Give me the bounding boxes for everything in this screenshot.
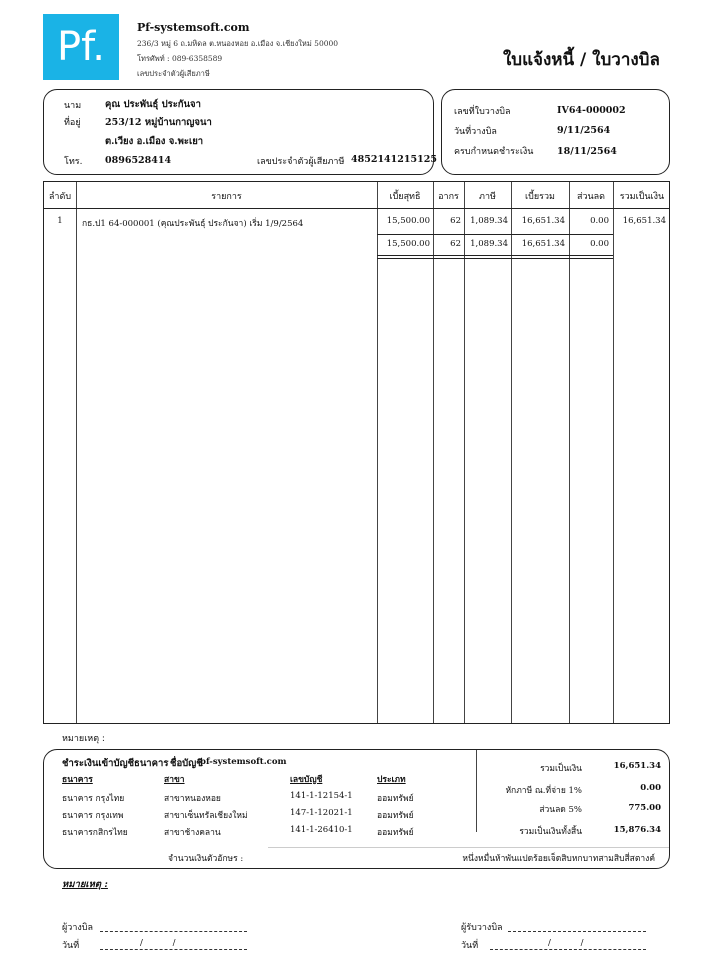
amount-text-label: จำนวนเงินตัวอักษร : <box>168 854 244 864</box>
subtotal-gross: 16,651.34 <box>521 239 565 249</box>
bank-name: ธนาคารกสิกรไทย <box>62 828 128 838</box>
receiver-date-label: วันที่ <box>461 941 479 951</box>
subtotal-vat: 1,089.34 <box>470 239 508 249</box>
bank-branch: สาขาเซ็นทรัลเชียงใหม่ <box>164 811 248 821</box>
bank-type: ออมทรัพย์ <box>377 828 414 838</box>
bank-account: 141-1-12154-1 <box>290 791 353 801</box>
row-discount: 0.00 <box>590 216 609 226</box>
bank-name: ธนาคาร กรุงเทพ <box>62 811 124 821</box>
customer-tax-id: 4852141215125 <box>351 154 437 165</box>
biller-label: ผู้วางบิล <box>62 923 94 933</box>
customer-name: คุณ ประพันธ์ุ ประกันจา <box>105 99 201 110</box>
row-total: 16,651.34 <box>622 216 666 226</box>
customer-phone: 0896528414 <box>105 155 172 166</box>
col-header-net: เบี้ยสุทธิ <box>389 192 421 202</box>
summary-wht: 0.00 <box>640 783 661 793</box>
biller-signature-line <box>100 931 247 932</box>
row-desc-date: 1/9/2564 <box>265 219 304 229</box>
payment-box <box>43 749 670 869</box>
row-desc-main: กธ.ป1 64-000001 (คุณประพันธ์ุ ประกันจา) เริ่ม <box>82 219 263 229</box>
row-stamp: 62 <box>450 216 461 226</box>
col-header-no: ลำดับ <box>48 192 72 202</box>
subtotal-stamp: 62 <box>450 239 461 249</box>
amount-text: หนึ่งหมื่นห้าพันแปดร้อยเจ็ดสิบหกบาทสามสิบสี่สตางค์ <box>462 854 655 864</box>
summary-discount: 775.00 <box>628 803 661 813</box>
customer-tax-label: เลขประจำตัวผู้เสียภาษี <box>257 157 345 167</box>
row-no: 1 <box>57 216 63 226</box>
company-phone: โทรศัพท์ : 089-6358589 <box>137 54 223 63</box>
bank-name: ธนาคาร กรุงไทย <box>62 794 125 804</box>
type-col-header: ประเภท <box>377 775 406 785</box>
company-name: Pf-systemsoft.com <box>137 21 250 34</box>
summary-wht-label: หักภาษี ณ.ที่จ่าย 1% <box>505 786 582 796</box>
bank-type: ออมทรัพย์ <box>377 794 414 804</box>
summary-grand-label: รวมเป็นเงินทั้งสิ้น <box>519 827 582 837</box>
document-title: ใบแจ้งหนี้ / ใบวางบิล <box>503 50 660 70</box>
col-header-vat: ภาษี <box>479 192 496 202</box>
bank-account: 141-1-26410-1 <box>290 825 353 835</box>
subtotal-discount: 0.00 <box>590 239 609 249</box>
bill-info-box <box>441 89 670 175</box>
bank-account: 147-1-12021-1 <box>290 808 353 818</box>
customer-address-line2: ต.เวียง อ.เมือง จ.พะเยา <box>105 136 204 147</box>
col-header-total: รวมเป็นเงิน <box>619 192 665 202</box>
col-header-gross: เบี้ยรวม <box>525 192 555 202</box>
col-header-stamp: อากร <box>438 192 459 202</box>
row-gross: 16,651.34 <box>521 216 565 226</box>
row-net: 15,500.00 <box>386 216 430 226</box>
bill-number-label: เลขที่ใบวางบิล <box>454 107 511 117</box>
payment-account-label: ชื่อบัญชี <box>170 758 203 769</box>
summary-discount-label: ส่วนลด 5% <box>539 805 582 815</box>
subtotal-net: 15,500.00 <box>386 239 430 249</box>
biller-date-slashes: / / <box>140 938 176 948</box>
bill-date-label: วันที่วางบิล <box>454 127 497 137</box>
bill-due: 18/11/2564 <box>557 146 617 157</box>
summary-total-label: รวมเป็นเงิน <box>540 764 582 774</box>
customer-address-line1: 253/12 หมู่บ้านกาญจนา <box>105 117 212 128</box>
remark-label: หมายเหตุ : <box>62 734 105 744</box>
receiver-label: ผู้รับวางบิล <box>461 923 503 933</box>
bank-col-header: ธนาคาร <box>62 775 93 785</box>
receiver-date-line <box>490 949 646 950</box>
customer-phone-label: โทร. <box>64 157 83 167</box>
company-tax-label: เลขประจำตัวผู้เสียภาษี <box>137 69 210 78</box>
customer-box <box>43 89 437 175</box>
items-table <box>43 181 670 724</box>
bank-branch: สาขาหนองหอย <box>164 794 221 804</box>
bill-date: 9/11/2564 <box>557 125 611 136</box>
biller-date-line <box>100 949 247 950</box>
company-logo: Pf. <box>43 14 119 80</box>
row-vat: 1,089.34 <box>470 216 508 226</box>
bank-branch: สาขาช้างคลาน <box>164 828 221 838</box>
bill-number: IV64-000002 <box>557 105 626 116</box>
receiver-date-slashes: / / <box>548 938 584 948</box>
row-description <box>82 216 303 230</box>
col-header-discount: ส่วนลด <box>576 192 606 202</box>
account-col-header: เลขบัญชี <box>290 775 323 785</box>
summary-total: 16,651.34 <box>613 761 661 771</box>
customer-name-label: นาม <box>64 101 82 111</box>
bank-type: ออมทรัพย์ <box>377 811 414 821</box>
customer-address-label: ที่อยู่ <box>64 118 81 128</box>
payment-title: ชำระเงินเข้าบัญชีธนาคาร <box>62 758 169 769</box>
biller-date-label: วันที่ <box>62 941 80 951</box>
receiver-signature-line <box>508 931 646 932</box>
bill-due-label: ครบกำหนดชำระเงิน <box>454 147 534 157</box>
col-header-desc: รายการ <box>211 192 242 202</box>
summary-grand: 15,876.34 <box>613 825 661 835</box>
payment-account-name: pf-systemsoft.com <box>200 757 287 767</box>
footer-remark-label: หมายเหตุ : <box>62 879 108 890</box>
branch-col-header: สาขา <box>164 775 185 785</box>
company-address: 236/3 หมู่ 6 ถ.มหิดล ต.หนองหอย อ.เมือง จ.เชียงใหม่ 50000 <box>137 39 339 48</box>
